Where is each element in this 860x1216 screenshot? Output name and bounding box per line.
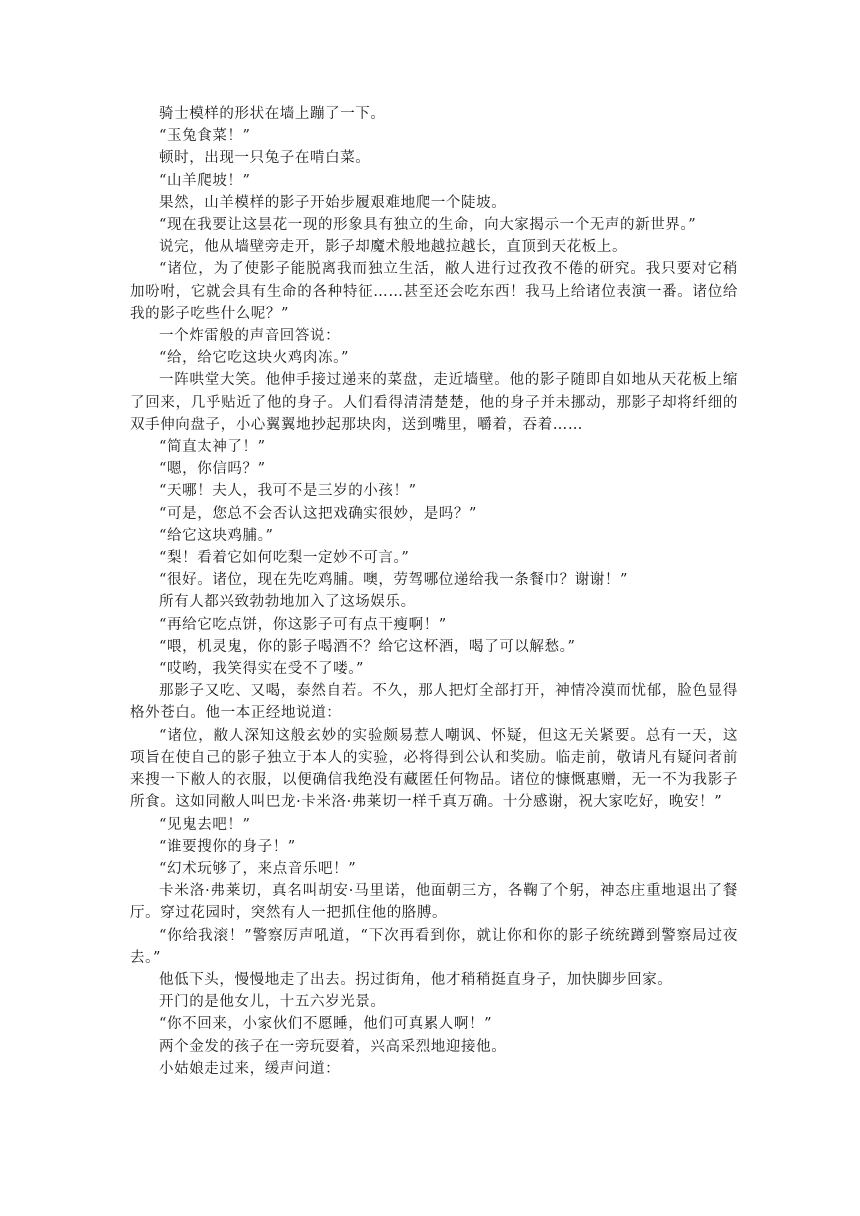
- paragraph: “给它这块鸡脯。”: [159, 527, 274, 544]
- paragraph: “谁要搜你的身子！”: [159, 838, 296, 855]
- paragraph: 果然，山羊模样的影子开始步履艰难地爬一个陡坡。: [159, 194, 507, 211]
- paragraph: “喂，机灵鬼，你的影子喝酒不？给它这杯酒，喝了可以解愁。”: [159, 638, 576, 655]
- story-text: [130, 103, 738, 1080]
- paragraph: “嗯，你信吗？”: [159, 461, 266, 478]
- paragraph: 所有人都兴致勃勃地加入了这场娱乐。: [159, 594, 416, 611]
- paragraph: 开门的是他女儿，十五六岁光景。: [159, 994, 386, 1011]
- paragraph: 小姑娘走过来，缓声问道：: [159, 1060, 341, 1077]
- paragraph: “再给它吃点饼，你这影子可有点干瘦啊！”: [159, 616, 447, 633]
- paragraph: “你不回来，小家伙们不愿睡，他们可真累人啊！”: [159, 1016, 493, 1033]
- paragraph: “天哪！夫人，我可不是三岁的小孩！”: [159, 483, 417, 500]
- paragraph: “见鬼去吧！”: [159, 816, 251, 833]
- paragraph: 一阵哄堂大笑。他伸手接过递来的菜盘，走近墙壁。他的影子随即自如地从天花板上缩了回来，几乎贴近了他的身子。人们看得清清楚楚，他的身子并未挪动，那影子却将纤细的双手伸向盘子，小心翼翼地抄起那块肉，送到嘴里，嚼着，吞着……: [130, 372, 738, 433]
- paragraph: “诸位，敝人深知这般玄妙的实验颇易惹人嘲讽、怀疑，但这无关紧要。总有一天，这项旨在使自己的影子独立于本人的实验，必将得到公认和奖励。临走前，敬请凡有疑问者前来搜一下敝人的衣服，以便确信我绝没有藏匿任何物品。诸位的慷慨惠赠，无一不为我影子所食。这如同敝人叫巴龙·卡米洛·弗莱切一样千真万确。十分感谢，祝大家吃好，晚安！”: [130, 727, 738, 811]
- paragraph: 他低下头，慢慢地走了出去。拐过街角，他才稍稍挺直身子，加快脚步回家。: [159, 971, 673, 988]
- paragraph: “哎哟，我笑得实在受不了喽。”: [159, 661, 365, 678]
- paragraph: “可是，您总不会否认这把戏确实很妙，是吗？”: [159, 505, 478, 522]
- paragraph: 卡米洛·弗莱切，真名叫胡安·马里诺，他面朝三方，各鞠了个躬，神态庄重地退出了餐厅。穿过花园时，突然有人一把抓住他的胳膊。: [130, 883, 738, 922]
- paragraph: “梨！看着它如何吃梨一定妙不可言。”: [159, 550, 410, 567]
- paragraph: 顿时，出现一只兔子在啃白菜。: [159, 150, 371, 167]
- paragraph: 说完，他从墙壁旁走开，影子却魔术般地越拉越长，直顶到天花板上。: [159, 239, 628, 256]
- paragraph: “幻术玩够了，来点音乐吧！”: [159, 860, 357, 877]
- paragraph: “诸位，为了使影子能脱离我而独立生活，敝人进行过孜孜不倦的研究。我只要对它稍加吩咐，它就会具有生命的各种特征……甚至还会吃东西！我马上给诸位表演一番。诸位给我的影子吃些什么呢？”: [130, 261, 738, 322]
- paragraph: “玉兔食菜！”: [159, 128, 251, 145]
- paragraph: 一个炸雷般的声音回答说：: [159, 328, 341, 345]
- paragraph: “你给我滚！”警察厉声吼道，“下次再看到你，就让你和你的影子统统蹲到警察局过夜去。”: [130, 927, 738, 966]
- paragraph: 两个金发的孩子在一旁玩耍着，兴高采烈地迎接他。: [159, 1038, 507, 1055]
- paragraph: “很好。诸位，现在先吃鸡脯。噢，劳驾哪位递给我一条餐巾？谢谢！”: [159, 572, 629, 589]
- paragraph: “山羊爬坡！”: [159, 172, 251, 189]
- paragraph: 骑士模样的形状在墙上蹦了一下。: [159, 106, 386, 122]
- paragraph: “现在我要让这昙花一现的形象具有独立的生命，向大家揭示一个无声的新世界。”: [159, 217, 697, 234]
- paragraph: “给，给它吃这块火鸡肉冻。”: [159, 350, 349, 367]
- paragraph: 那影子又吃、又喝，泰然自若。不久，那人把灯全部打开，神情冷漠而忧郁，脸色显得格外苍白。他一本正经地说道：: [130, 683, 738, 722]
- paragraph: “简直太神了！”: [159, 439, 266, 456]
